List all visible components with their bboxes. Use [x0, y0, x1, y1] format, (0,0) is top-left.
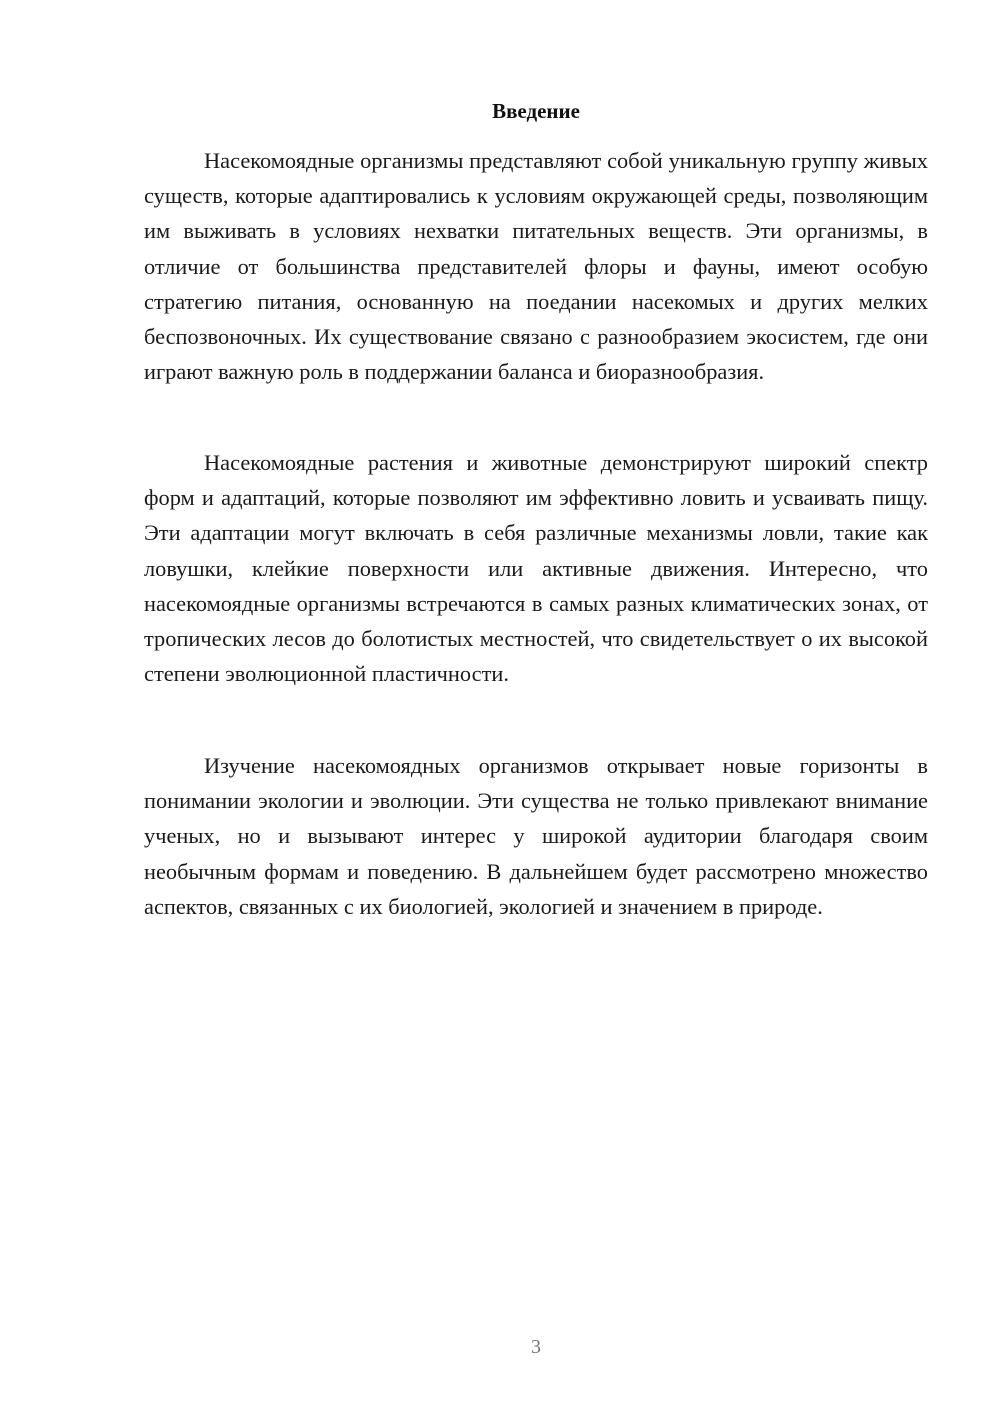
paragraph-1: Насекомоядные организмы представляют собой уникальную группу живых существ, которые адаптировались к условиям окружающей среды, позволяющим им выживать в условиях нехватки питательных веществ. Эти организмы, в отличие от большинства представителей флоры и фауны, имеют особую стратегию питания, основанную на поедании насекомых и других мелких беспозвоночных. Их существование связано с разнообразием экосистем, где они играют важную роль в поддержании баланса и биоразнообразия. [144, 148, 928, 385]
page-title: Введение [492, 99, 580, 123]
page-number: 3 [531, 1336, 541, 1358]
paragraph-2: Насекомоядные растения и животные демонстрируют широкий спектр форм и адаптаций, которые позволяют им эффективно ловить и усваивать пищу. Эти адаптации могут включать в себя различные механизмы ловли, такие как ловушки, клейкие поверхности или активные движения. Интересно, что насекомоядные организмы встречаются в самых разных климатических зонах, от тропических лесов до болотистых местностей, что свидетельствует о их высокой степени эволюционной пластичности. [144, 450, 928, 687]
paragraph-3: Изучение насекомоядных организмов открывает новые горизонты в понимании экологии и эволюции. Эти существа не только привлекают внимание ученых, но и вызывают интерес у широкой аудитории благодаря своим необычным формам и поведению. В дальнейшем будет рассмотрено множество аспектов, связанных с их биологией, экологией и значением в природе. [144, 753, 928, 919]
